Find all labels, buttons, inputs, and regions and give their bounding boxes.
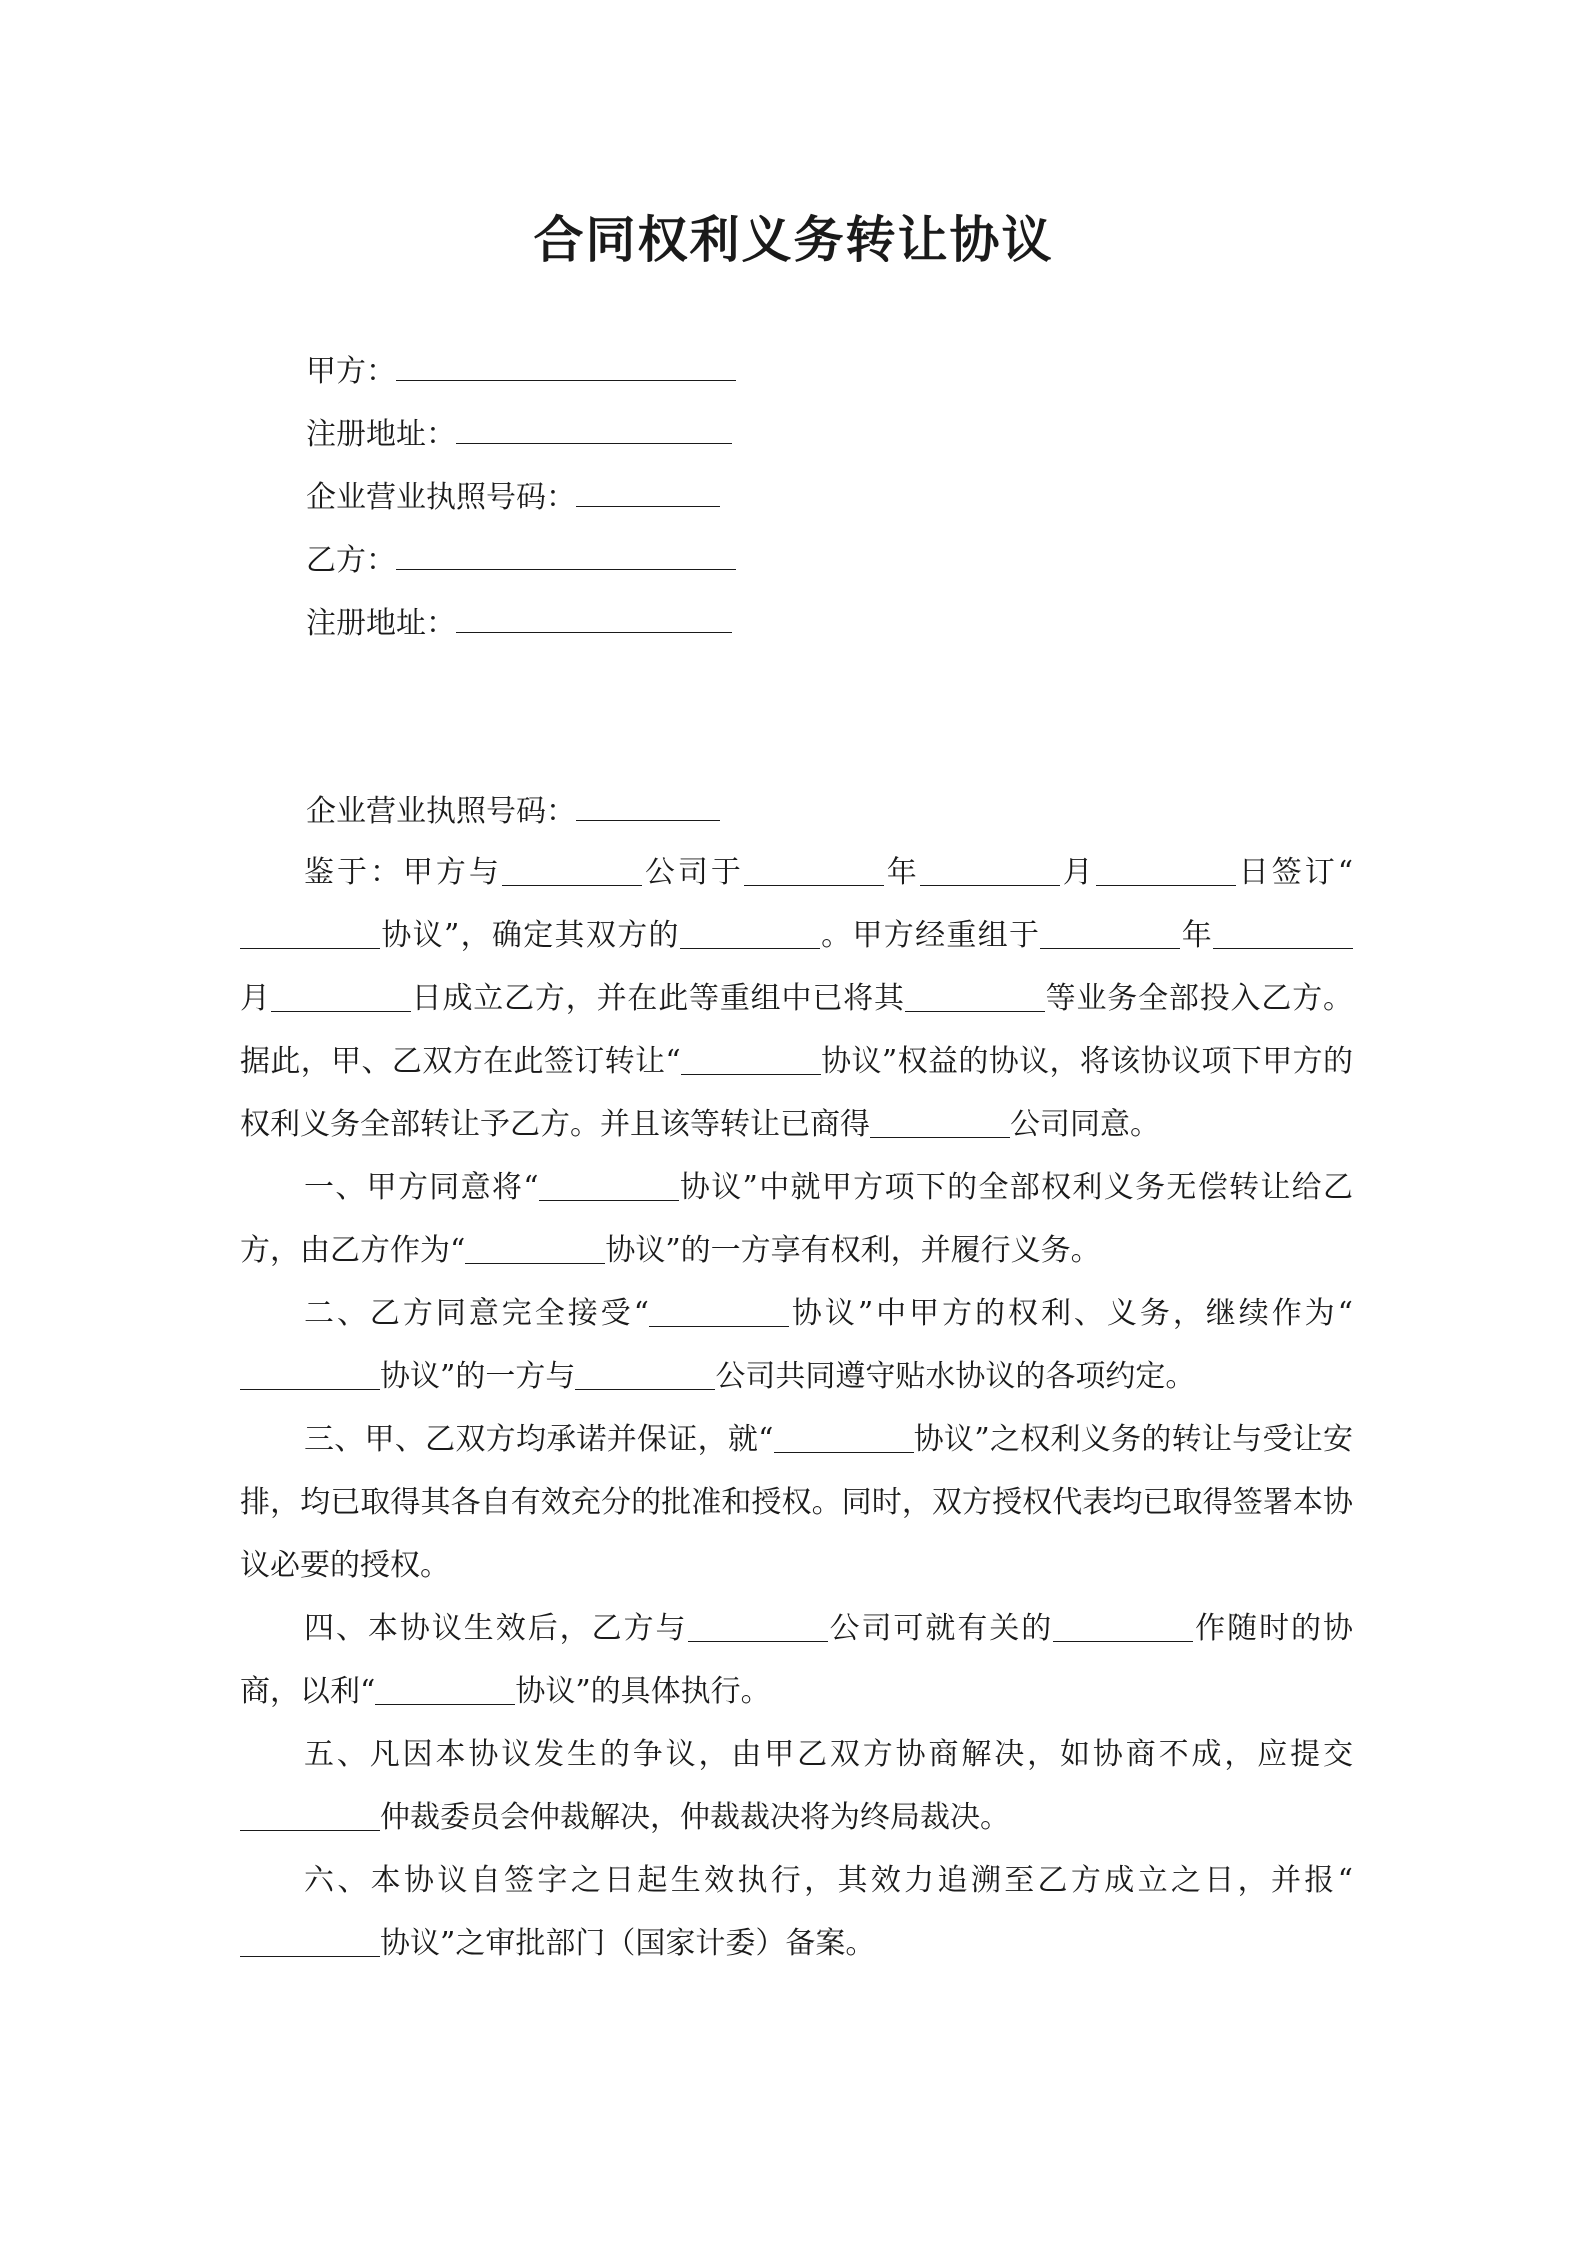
party-b-address-blank bbox=[456, 598, 732, 633]
paragraph-text: 月 bbox=[1059, 855, 1096, 890]
fill-in-blank bbox=[744, 855, 884, 886]
party-a-address-label: 注册地址： bbox=[306, 417, 456, 452]
fill-in-blank bbox=[575, 1359, 715, 1390]
fill-in-blank bbox=[375, 1674, 515, 1705]
party-b-blank bbox=[396, 535, 736, 570]
paragraph-text: 协议”的一方与 bbox=[380, 1359, 576, 1394]
paragraph-text: 五、凡因本协议发生的争议，由甲乙双方协商解决，如协商不成，应提交 bbox=[304, 1737, 1353, 1772]
fill-in-blank bbox=[240, 1359, 380, 1390]
paragraph-text: 鉴于：甲方与 bbox=[304, 855, 502, 890]
paragraph-text: 月 bbox=[240, 981, 271, 1016]
agreement-body bbox=[240, 841, 1353, 1975]
paragraph-text: 年 bbox=[883, 855, 920, 890]
party-info-list bbox=[306, 340, 736, 843]
paragraph-clause-6 bbox=[240, 1849, 1353, 1975]
fill-in-blank bbox=[502, 855, 642, 886]
paragraph-text: 协议”之审批部门（国家计委）备案。 bbox=[380, 1926, 876, 1961]
paragraph-text: 年 bbox=[1180, 918, 1214, 953]
party-a-license-line bbox=[306, 466, 736, 529]
paragraph-text: 协议”权益的协议，将该协议项下甲方的权利义务全部转让予乙方。并且该等转让已商得 bbox=[240, 1044, 1353, 1142]
party-a-license-blank bbox=[576, 472, 720, 507]
paragraph-text: 协议”中甲方的权利、义务，继续作为“ bbox=[788, 1296, 1353, 1331]
fill-in-blank bbox=[1040, 918, 1180, 949]
fill-in-blank bbox=[1213, 918, 1353, 949]
party-b-line bbox=[306, 529, 736, 592]
fill-in-blank bbox=[465, 1233, 605, 1264]
paragraph-text: 一、甲方同意将“ bbox=[304, 1170, 539, 1205]
paragraph-text: 协议”的一方享有权利，并履行义务。 bbox=[605, 1233, 1101, 1268]
party-b-license-label: 企业营业执照号码： bbox=[306, 794, 576, 829]
party-b-label: 乙方： bbox=[306, 543, 396, 578]
party-b-license-line bbox=[306, 780, 736, 843]
fill-in-blank bbox=[271, 981, 411, 1012]
fill-in-blank bbox=[680, 918, 820, 949]
party-b-license-blank bbox=[576, 786, 720, 821]
paragraph-text: 公司同意。 bbox=[1010, 1107, 1160, 1142]
paragraph-clause-5 bbox=[240, 1723, 1353, 1849]
paragraph-text: 四、本协议生效后，乙方与 bbox=[304, 1611, 688, 1646]
fill-in-blank bbox=[1053, 1611, 1193, 1642]
paragraph-text: 公司于 bbox=[641, 855, 744, 890]
party-a-license-label: 企业营业执照号码： bbox=[306, 480, 576, 515]
paragraph-clause-3 bbox=[240, 1408, 1353, 1597]
paragraph-text: 协议”中就甲方项下的全部权利义务无偿转让给乙方，由乙方作为“ bbox=[240, 1170, 1353, 1268]
fill-in-blank bbox=[870, 1107, 1010, 1138]
party-a-address-blank bbox=[456, 409, 732, 444]
paragraph-text: 日签订“ bbox=[1235, 855, 1354, 890]
paragraph-text: 协议”，确定其双方的 bbox=[380, 918, 680, 953]
paragraph-text: 日成立乙方，并在此等重组中已将其 bbox=[410, 981, 905, 1016]
fill-in-blank bbox=[681, 1044, 821, 1075]
paragraph-clause-1 bbox=[240, 1156, 1353, 1282]
fill-in-blank bbox=[240, 1926, 380, 1957]
paragraph-clause-2 bbox=[240, 1282, 1353, 1408]
fill-in-blank bbox=[688, 1611, 828, 1642]
party-a-address-line bbox=[306, 403, 736, 466]
fill-in-blank bbox=[774, 1422, 914, 1453]
paragraph-text: 仲裁委员会仲裁解决，仲裁裁决将为终局裁决。 bbox=[380, 1800, 1010, 1835]
party-a-label: 甲方： bbox=[306, 354, 396, 389]
document-title: 合同权利义务转让协议 bbox=[533, 210, 1054, 269]
paragraph-text: 协议”之权利义务的转让与受让安排，均已取得其各自有效充分的批准和授权。同时，双方授权代表均已取得签署本协议必要的授权。 bbox=[240, 1422, 1353, 1583]
fill-in-blank bbox=[905, 981, 1045, 1012]
fill-in-blank bbox=[920, 855, 1060, 886]
paragraph-text: 公司可就有关的 bbox=[827, 1611, 1054, 1646]
paragraph-text: 六、本协议自签字之日起生效执行，其效力追溯至乙方成立之日，并报“ bbox=[304, 1863, 1353, 1898]
fill-in-blank bbox=[539, 1170, 679, 1201]
paragraph-clause-4 bbox=[240, 1597, 1353, 1723]
paragraph-text: 等业务全部投入乙方。据此，甲、乙双方在此签订转让“ bbox=[240, 981, 1354, 1079]
fill-in-blank bbox=[1096, 855, 1236, 886]
paragraph-text: 作随时的协商，以利“ bbox=[240, 1611, 1354, 1709]
party-b-address-line bbox=[306, 592, 736, 655]
fill-in-blank bbox=[240, 918, 380, 949]
paragraph-text: 。甲方经重组于 bbox=[819, 918, 1041, 953]
paragraph-text: 二、乙方同意完全接受“ bbox=[304, 1296, 649, 1331]
party-b-address-label: 注册地址： bbox=[306, 606, 456, 641]
party-a-blank bbox=[396, 346, 736, 381]
paragraph-text: 三、甲、乙双方均承诺并保证，就“ bbox=[304, 1422, 774, 1457]
fill-in-blank bbox=[240, 1800, 380, 1831]
fill-in-blank bbox=[649, 1296, 789, 1327]
party-a-line bbox=[306, 340, 736, 403]
paragraph-recital bbox=[240, 841, 1353, 1156]
paragraph-text: 协议”的具体执行。 bbox=[515, 1674, 771, 1709]
paragraph-text: 公司共同遵守贴水协议的各项约定。 bbox=[715, 1359, 1196, 1394]
